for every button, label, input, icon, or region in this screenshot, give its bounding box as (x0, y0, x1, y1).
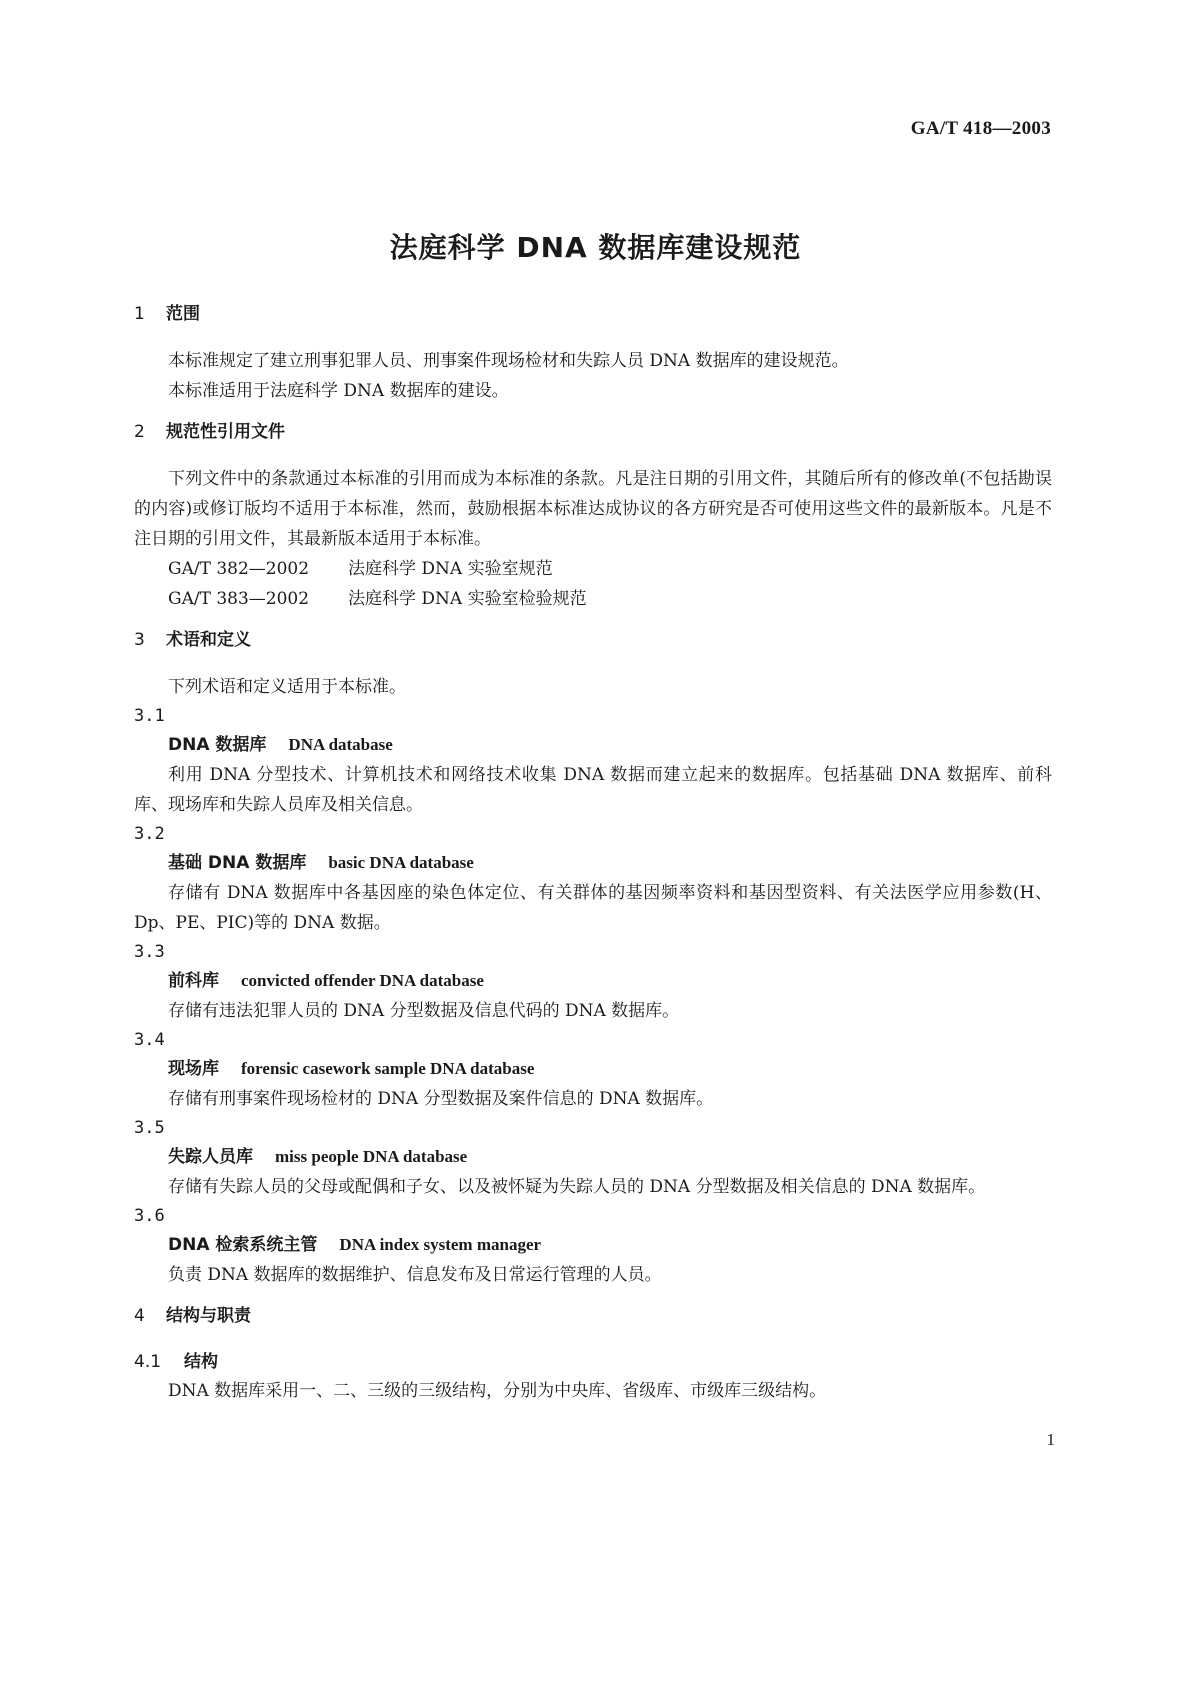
term-en: DNA database (288, 735, 393, 754)
clause-number: 3.6 (134, 1206, 165, 1226)
term-heading (134, 1230, 1052, 1260)
term-heading (134, 1054, 1052, 1084)
subsection-4-1-heading (134, 1348, 1052, 1376)
standard-code: GA/T 418—2003 (910, 118, 1051, 139)
page-number: 1 (1046, 1430, 1055, 1449)
term-heading (134, 848, 1052, 878)
section-1-heading (134, 300, 1052, 328)
clause-number: 3.5 (134, 1118, 165, 1138)
term-en: forensic casework sample DNA database (241, 1059, 535, 1078)
term-en: DNA index system manager (339, 1235, 542, 1254)
clause-number: 3.3 (134, 942, 165, 962)
reference-item (134, 554, 1052, 584)
section-4-heading (134, 1302, 1052, 1330)
term-definition: 利用 DNA 分型技术、计算机技术和网络技术收集 DNA 数据而建立起来的数据库。包括基础 DNA 数据库、前科库、现场库和失踪人员库及相关信息。 (134, 765, 1052, 815)
term-zh: 失踪人员库 (168, 1147, 253, 1167)
term-zh: 前科库 (168, 971, 219, 991)
paragraph: 本标准适用于法庭科学 DNA 数据库的建设。 (168, 381, 509, 401)
term-zh: 基础 DNA 数据库 (168, 853, 307, 873)
section-number: 1 (134, 304, 145, 324)
reference-name: 法庭科学 DNA 实验室规范 (348, 559, 553, 579)
section-number: 2 (134, 422, 145, 442)
term-en: miss people DNA database (275, 1147, 468, 1166)
document-body (134, 300, 1052, 1406)
reference-item (134, 584, 1052, 614)
term-en: convicted offender DNA database (241, 971, 484, 990)
term-heading (134, 730, 1052, 760)
term-definition: 存储有违法犯罪人员的 DNA 分型数据及信息代码的 DNA 数据库。 (168, 1001, 680, 1021)
paragraph: 本标准规定了建立刑事犯罪人员、刑事案件现场检材和失踪人员 DNA 数据库的建设规范。 (168, 351, 849, 371)
clause-number: 3.4 (134, 1030, 165, 1050)
section-title: 规范性引用文件 (166, 422, 285, 442)
clause-number: 3.1 (134, 706, 165, 726)
term-zh: DNA 数据库 (168, 735, 267, 755)
paragraph: 下列术语和定义适用于本标准。 (168, 677, 406, 697)
section-title: 范围 (166, 304, 200, 324)
section-number: 3 (134, 630, 145, 650)
document-title: 法庭科学 DNA 数据库建设规范 (389, 231, 802, 264)
term-definition: 存储有 DNA 数据库中各基因座的染色体定位、有关群体的基因频率资料和基因型资料、有关法医学应用参数(H、Dp、PE、PIC)等的 DNA 数据。 (134, 883, 1052, 933)
section-2-heading (134, 418, 1052, 446)
subsection-number: 4.1 (134, 1352, 162, 1372)
reference-code: GA/T 383—2002 (168, 589, 310, 609)
subsection-title: 结构 (184, 1352, 218, 1372)
section-title: 结构与职责 (166, 1306, 251, 1326)
term-heading (134, 966, 1052, 996)
term-zh: DNA 检索系统主管 (168, 1235, 318, 1255)
reference-code: GA/T 382—2002 (168, 559, 310, 579)
paragraph: DNA 数据库采用一、二、三级的三级结构，分别为中央库、省级库、市级库三级结构。 (168, 1381, 827, 1401)
term-zh: 现场库 (168, 1059, 219, 1079)
section-3-heading (134, 626, 1052, 654)
term-en: basic DNA database (328, 853, 474, 872)
clause-number: 3.2 (134, 824, 165, 844)
paragraph: 下列文件中的条款通过本标准的引用而成为本标准的条款。凡是注日期的引用文件，其随后所有的修改单(不包括勘误的内容)或修订版均不适用于本标准，然而，鼓励根据本标准达成协议的各方研究是否可使用这些文件的最新版本。凡是不注日期的引用文件，其最新版本适用于本标准。 (134, 469, 1052, 549)
term-definition: 存储有失踪人员的父母或配偶和子女、以及被怀疑为失踪人员的 DNA 分型数据及相关信息的 DNA 数据库。 (168, 1177, 986, 1197)
term-heading (134, 1142, 1052, 1172)
section-title: 术语和定义 (166, 630, 251, 650)
section-number: 4 (134, 1306, 145, 1326)
term-definition: 负责 DNA 数据库的数据维护、信息发布及日常运行管理的人员。 (168, 1265, 662, 1285)
reference-name: 法庭科学 DNA 实验室检验规范 (348, 589, 587, 609)
term-definition: 存储有刑事案件现场检材的 DNA 分型数据及案件信息的 DNA 数据库。 (168, 1089, 714, 1109)
